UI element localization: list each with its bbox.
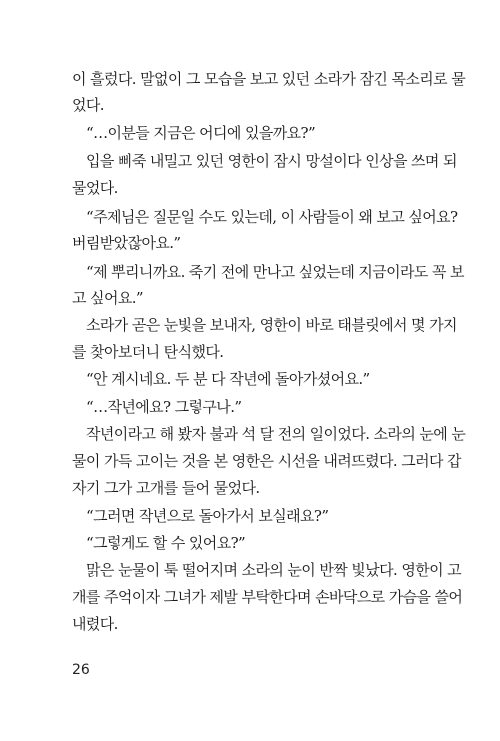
text-line: 소라가 곧은 눈빛을 보내자, 영한이 바로 태블릿에서 몇 가지 [86,316,457,334]
text-line: 버림받았잖아요.” [72,234,181,252]
text-line: “주제님은 질문일 수도 있는데, 이 사람들이 왜 보고 싶어요? [86,208,458,226]
text-line: “제 뿌리니까요. 죽기 전에 만나고 싶었는데 지금이라도 꼭 보 [86,263,464,281]
page-number: 26 [72,662,90,678]
text-line: “그러면 작년으로 돌아가서 보실래요?” [86,507,329,525]
text-line: “그렇게도 할 수 있어요?” [86,534,246,552]
text-line: 맑은 눈물이 툭 떨어지며 소라의 눈이 반짝 빛났다. 영한이 고 [86,561,462,579]
text-line: 작년이라고 해 봤자 불과 석 달 전의 일이었다. 소라의 눈에 눈 [86,425,466,443]
text-line: “…작년에요? 그렇구나.” [86,398,242,416]
text-line: 물이 가득 고이는 것을 본 영한은 시선을 내려뜨렸다. 그러다 갑 [72,452,461,470]
text-line: 이 흘렀다. 말없이 그 모습을 보고 있던 소라가 잠긴 목소리로 물 [72,70,466,88]
text-line: 고 싶어요.” [72,289,143,307]
text-line: 었다. [72,96,104,114]
text-line: 내렸다. [72,615,118,633]
text-line: 개를 주억이자 그녀가 제발 부탁한다며 손바닥으로 가슴을 쓸어 [72,588,463,606]
text-line: “…이분들 지금은 어디에 있을까요?” [86,124,316,142]
text-line: 입을 삐죽 내밀고 있던 영한이 잠시 망설이다 인상을 쓰며 되 [86,152,457,170]
text-line: 를 찾아보더니 탄식했다. [72,343,224,361]
text-line: 물었다. [72,179,118,197]
text-line: “안 계시네요. 두 분 다 작년에 돌아가셨어요.” [86,370,370,388]
text-line: 자기 그가 고개를 들어 물었다. [72,479,260,497]
